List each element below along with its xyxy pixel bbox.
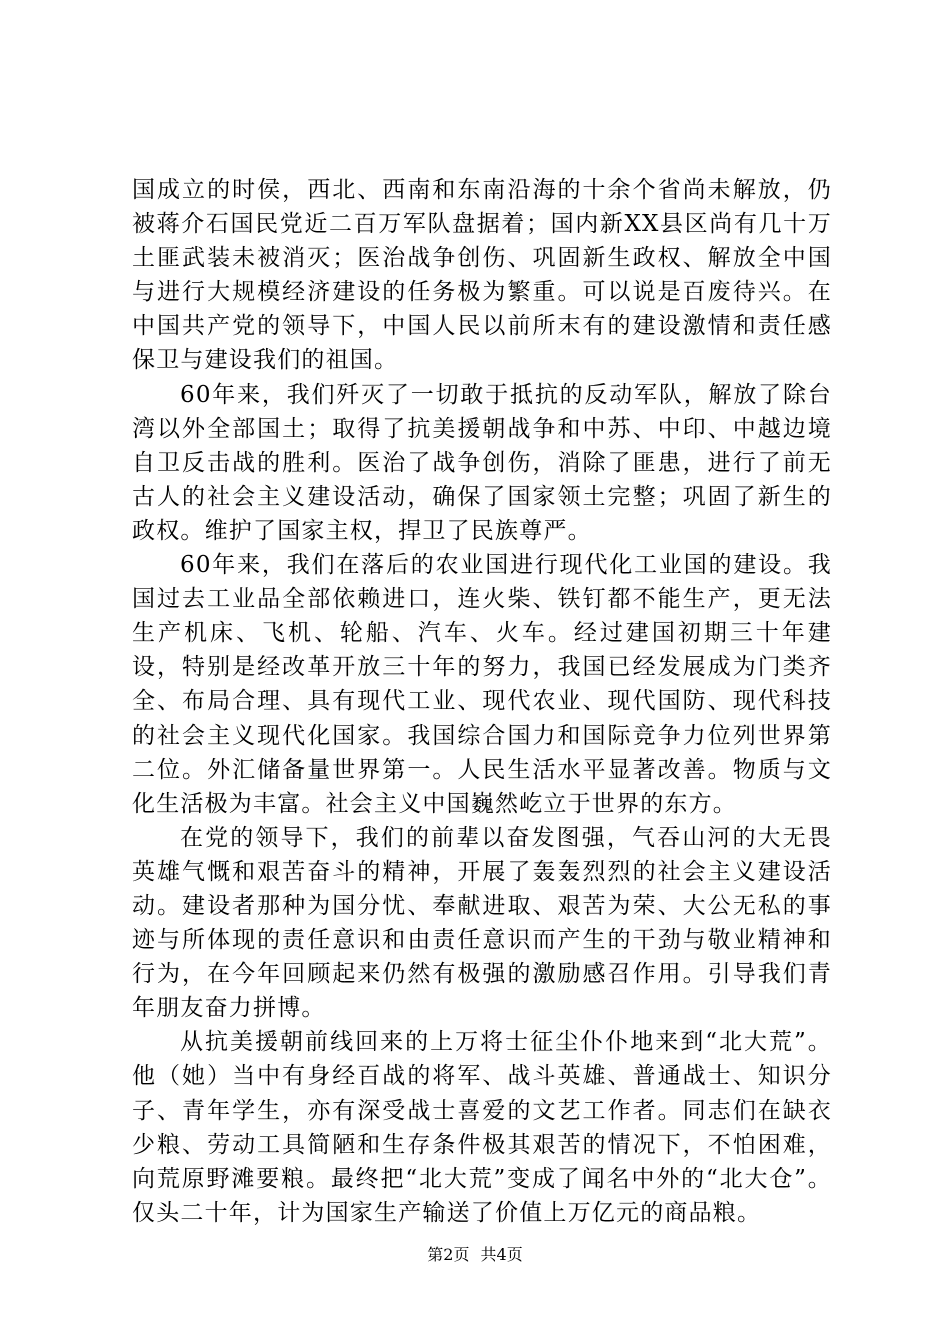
paragraph: 60年来，我们歼灭了一切敢于抵抗的反动军队，解放了除台湾以外全部国土；取得了抗美援朝战争和中苏、中印、中越边境自卫反击战的胜利。医治了战争创伤，消除了匪患，进行了前无古人的社会主义建设活动，确保了国家领土完整；巩固了新生的政权。维护了国家主权，捍卫了民族尊严。	[132, 381, 832, 544]
page-footer	[0, 1245, 950, 1265]
page-total: 共4页	[480, 1245, 523, 1264]
page-number: 第2页	[427, 1245, 470, 1264]
paragraph: 60年来，我们在落后的农业国进行现代化工业国的建设。我国过去工业品全部依赖进口，连火柴、铁钉都不能生产，更无法生产机床、飞机、轮船、汽车、火车。经过建国初期三十年建设，特别是经改革开放三十年的努力，我国已经发展成为门类齐全、布局合理、具有现代工业、现代农业、现代国防、现代科技的社会主义现代化国家。我国综合国力和国际竞争力位列世界第二位。外汇储备量世界第一。人民生活水平显著改善。物质与文化生活极为丰富。社会主义中国巍然屹立于世界的东方。	[132, 552, 832, 817]
document-body	[132, 173, 832, 1230]
paragraph: 从抗美援朝前线回来的上万将士征尘仆仆地来到“北大荒”。他（她）当中有身经百战的将军、战斗英雄、普通战士、知识分子、青年学生，亦有深受战士喜爱的文艺工作者。同志们在缺衣少粮、劳动工具简陋和生存条件极其艰苦的情况下，不怕困难，向荒原野滩要粮。最终把“北大荒”变成了闻名中外的“北大仓”。仅头二十年，计为国家生产输送了价值上万亿元的商品粮。	[132, 1029, 832, 1226]
paragraph: 在党的领导下，我们的前辈以奋发图强，气吞山河的大无畏英雄气慨和艰苦奋斗的精神，开展了轰轰烈烈的社会主义建设活动。建设者那种为国分忧、奉献进取、艰苦为荣、大公无私的事迹与所体现的责任意识和由责任意识而产生的干劲与敬业精神和行为，在今年回顾起来仍然有极强的激励感召作用。引导我们青年朋友奋力拼博。	[132, 824, 832, 1022]
paragraph: 国成立的时侯，西北、西南和东南沿海的十余个省尚未解放，仍被蒋介石国民党近二百万军队盘据着；国内新XX县区尚有几十万土匪武装未被消灭；医治战争创伤、巩固新生政权、解放全中国与进行大规模经济建设的任务极为繁重。可以说是百废待兴。在中国共产党的领导下，中国人民以前所末有的建设激情和责任感保卫与建设我们的祖国。	[132, 177, 832, 374]
